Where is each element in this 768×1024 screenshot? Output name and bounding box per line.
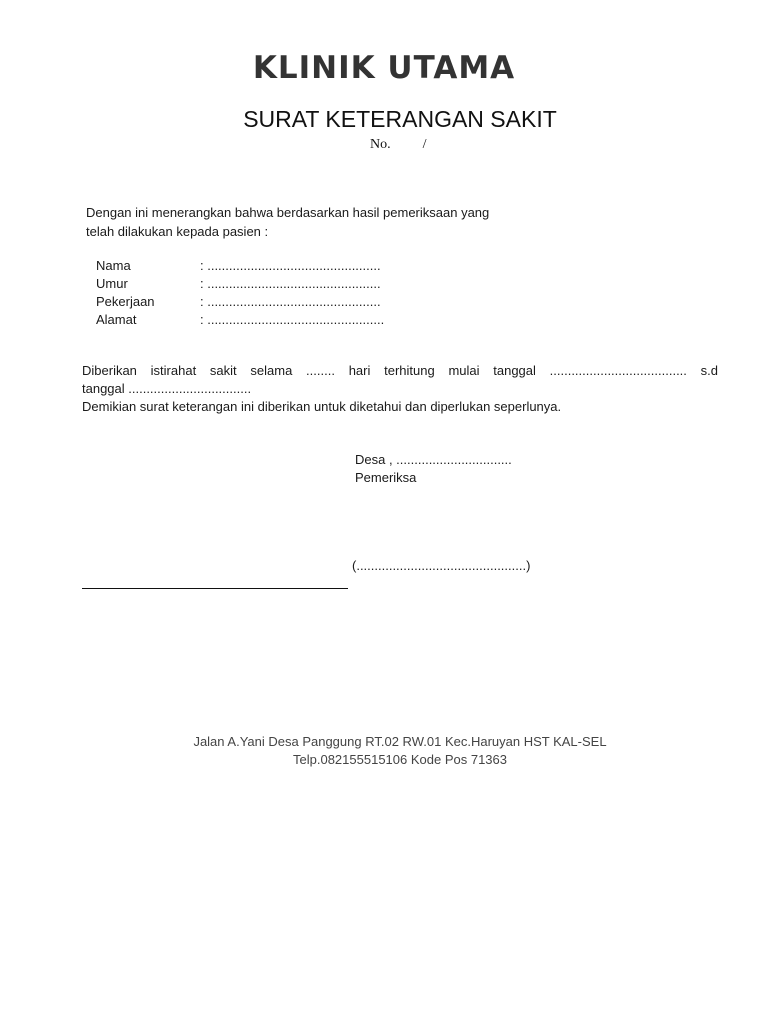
- field-label: Umur: [96, 276, 128, 291]
- closing-statement: Demikian surat keterangan ini diberikan untuk diketahui dan diperlukan seperlunya.: [82, 399, 562, 414]
- place-date: Desa , ................................: [355, 452, 512, 467]
- number-prefix: No.: [370, 137, 391, 152]
- field-nama: [96, 257, 384, 275]
- number-separator: /: [422, 137, 427, 152]
- divider-line: [82, 588, 348, 589]
- rest-line: tanggal ..................................: [82, 381, 252, 396]
- footer-address: Jalan A.Yani Desa Panggung RT.02 RW.01 Kec.Haruyan HST KAL-SEL: [193, 734, 607, 749]
- intro-line: Dengan ini menerangkan bahwa berdasarkan hasil pemeriksaan yang: [86, 205, 490, 220]
- clinic-name: KLINIK UTAMA: [252, 50, 516, 86]
- field-label: Alamat: [96, 312, 137, 327]
- intro-line: telah dilakukan kepada pasien :: [86, 224, 269, 239]
- field-label: Nama: [96, 258, 131, 273]
- footer-contact: Telp.082155515106 Kode Pos 71363: [293, 752, 507, 767]
- field-label: Pekerjaan: [96, 294, 155, 309]
- examiner-role: Pemeriksa: [355, 470, 417, 485]
- patient-fields: [96, 257, 384, 329]
- document-number: [370, 137, 427, 153]
- signature-block: [355, 451, 512, 487]
- field-value: : ................................................: [200, 294, 381, 309]
- field-value: : ................................................: [200, 276, 381, 291]
- examiner-name-placeholder: (...............................................): [352, 558, 531, 573]
- field-value: : .................................................: [200, 312, 385, 327]
- field-value: : ................................................: [200, 258, 381, 273]
- document-title: SURAT KETERANGAN SAKIT: [243, 106, 557, 132]
- intro-paragraph: [86, 203, 536, 241]
- footer: [0, 733, 768, 769]
- field-alamat: [96, 311, 384, 329]
- rest-paragraph: [82, 362, 718, 398]
- rest-line: Diberikan istirahat sakit selama ........ hari terhitung mulai tanggal ...................................... s.d: [82, 363, 718, 378]
- field-pekerjaan: [96, 293, 384, 311]
- field-umur: [96, 275, 384, 293]
